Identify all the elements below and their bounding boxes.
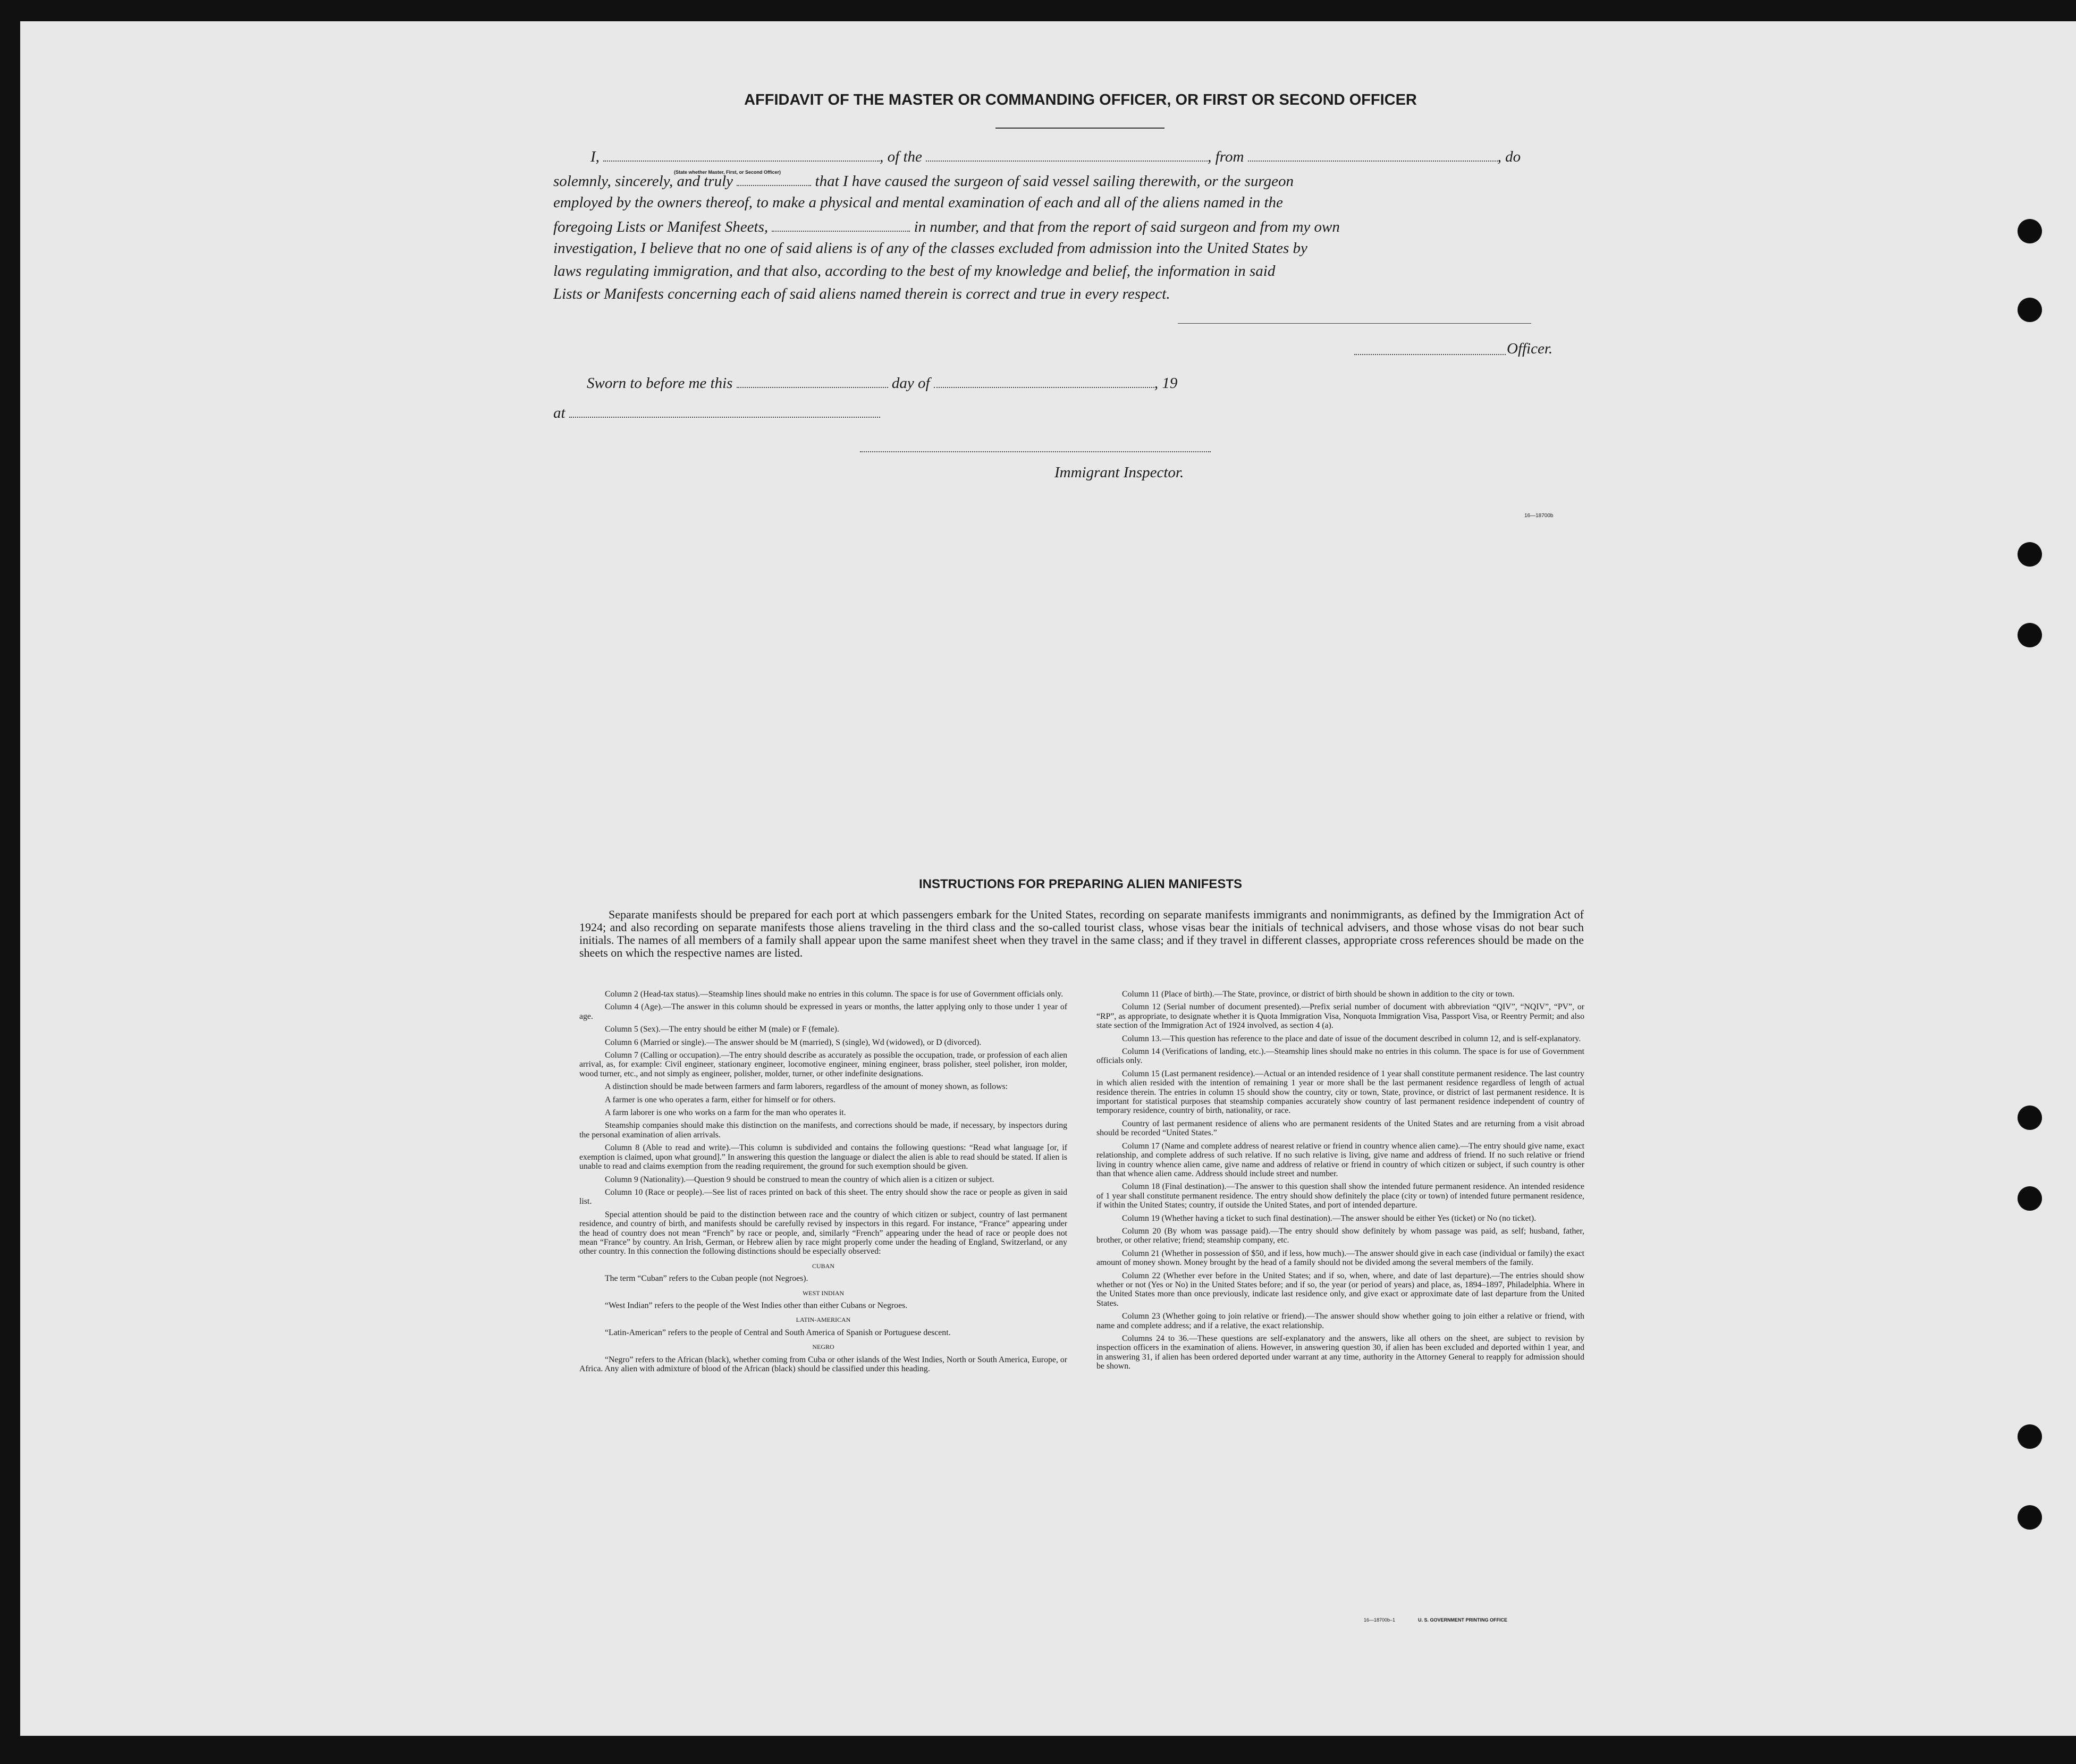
inspector-label: Immigrant Inspector.: [1054, 464, 1184, 481]
instruction-paragraph: Column 20 (By whom was passage paid).—The entry should show definitely by whom passage was paid, as self; husband, father, brother, or other relative; friend; steamship company, etc.: [1096, 1226, 1584, 1245]
instruction-paragraph: Steamship companies should make this distinction on the manifests, and corrections should be made, if necessary, by inspectors during the personal examination of alien arrivals.: [579, 1121, 1067, 1140]
instruction-paragraph: “Negro” refers to the African (black), whether coming from Cuba or other islands of the West Indies, North or South America, Europe, or Africa. Any alien with admixture of blood of the African (black) should be classified under this heading.: [579, 1355, 1067, 1373]
instruction-paragraph: The term “Cuban” refers to the Cuban people (not Negroes).: [605, 1274, 808, 1284]
at-line: [553, 403, 1590, 422]
line4-end: in number, and that from the report of said surgeon and from my own: [914, 218, 1340, 235]
instruction-paragraph: A distinction should be made between farmers and farm laborers, regardless of the amount of money shown, as follows:: [605, 1082, 1008, 1092]
officer-rank-blank[interactable]: [603, 147, 880, 162]
instruction-paragraph: “Latin-American” refers to the people of Central and South America of Spanish or Portuguese descent.: [605, 1328, 951, 1337]
sworn-label: Sworn to before me this: [587, 375, 733, 392]
instruction-paragraph: Column 5 (Sex).—The entry should be either M (male) or F (female).: [605, 1025, 839, 1034]
punch-hole: [2018, 1424, 2042, 1449]
from-label: , from: [1208, 148, 1244, 165]
officer-title-blank[interactable]: [1354, 354, 1506, 355]
instructions-right-column: [1096, 990, 1584, 1375]
sworn-manner-blank[interactable]: [737, 171, 811, 186]
alien-count-blank[interactable]: [772, 217, 910, 232]
sworn-day-blank[interactable]: [737, 373, 888, 388]
instructions-intro: Separate manifests should be prepared for each port at which passengers embark for the United States, recording on separate manifests immigrants and nonimmigrants, as defined by the Immigration Act of 1924; and also recording on separate manifests those aliens traveling in the third class and the so-called tourist class, whose visas bear the initials of technical advisers, and those whose visas do not bear such initials. The names of all members of a family shall appear upon the same manifest sheet when they travel in the same class; and if they travel in different classes, appropriate cross references should be made on the sheets on which the respective names are listed.: [579, 908, 1584, 959]
do-label: , do: [1497, 148, 1521, 165]
officer-label: Officer.: [1507, 340, 1553, 357]
affidavit-title: AFFIDAVIT OF THE MASTER OR COMMANDING OFFICER, OR FIRST OR SECOND OFFICER: [744, 91, 1417, 108]
instruction-paragraph: Column 18 (Final destination).—The answer to this question shall show the intended future permanent residence. An intended residence of 1 year shall constitute permanent residence. The entry should show definitely the place (city or town) of intended future permanent residence, if within the United States; country, if outside the United States, and port of intended departure.: [1096, 1182, 1584, 1210]
affidavit-line-2: [553, 171, 1590, 190]
instruction-paragraph: Column 13.—This question has reference to the place and date of issue of the document described in column 12, and is self-explanatory.: [1122, 1034, 1581, 1043]
instruction-paragraph: Column 22 (Whether ever before in the United States; and if so, when, where, and date of last departure).—The entries should show whether or not (Yes or No) in the United States before; and if so, the year (or period of years) and place, as, 1894–1897, Philadelphia. Where in the United States more than once previously, indicate last residence only, and give exact or approximate date of last departure from the United States.: [1096, 1271, 1584, 1308]
instruction-paragraph: Column 7 (Calling or occupation).—The entry should describe as accurately as possible the occupation, trade, or profession of each alien arrival, as, for example: Civil engineer, stationary engineer, locomotive engineer, mining engineer, brass polisher, steel polisher, iron molder, wood turner, etc., and not simply as engineer, polisher, molder, turner, or other indefinite designations.: [579, 1051, 1067, 1078]
of-the-label: , of the: [880, 148, 922, 165]
instruction-paragraph: Column 2 (Head-tax status).—Steamship lines should make no entries in this column. The space is for use of Government officials only.: [605, 990, 1064, 999]
affidavit-line-3: employed by the owners thereof, to make a physical and mental examination of each and all of the aliens named in the: [553, 194, 1283, 211]
subheading-negro: NEGRO: [812, 1343, 834, 1351]
instruction-paragraph: Column 23 (Whether going to join relative or friend).—The answer should show whether going to join either a relative or friend, with name and complete address; and if a relative, the exact relationship.: [1096, 1312, 1584, 1330]
sworn-line: [553, 373, 1590, 392]
instruction-paragraph: A farm laborer is one who works on a farm for the man who operates it.: [605, 1108, 846, 1118]
subheading-latin-american: LATIN-AMERICAN: [796, 1316, 851, 1324]
manifest-sheet: [20, 21, 2076, 1736]
sworn-month-blank[interactable]: [934, 373, 1154, 388]
footer-printer: U. S. GOVERNMENT PRINTING OFFICE: [1418, 1617, 1508, 1623]
subheading-west-indian: WEST INDIAN: [802, 1289, 845, 1297]
instruction-paragraph: Column 17 (Name and complete address of nearest relative or friend in country whence alien came).—The entry should give name, exact relationship, and complete address of such relative. If no such relative is living, give name and address of friend. If no such relative or friend living in country whence alien came, give name and address of relative or friend in country of which citizen or subject, if such country is other than that whence alien came. Address should include street and number.: [1096, 1141, 1584, 1178]
punch-hole: [2018, 1105, 2042, 1130]
affidavit-line-5: investigation, I believe that no one of said aliens is of any of the classes excluded from admission into the United States by: [553, 240, 1307, 257]
instruction-paragraph: Column 19 (Whether having a ticket to such final destination).—The answer should be either Yes (ticket) or No (no ticket).: [1122, 1213, 1537, 1223]
affidavit-line-4: [553, 217, 1590, 236]
instructions-title: INSTRUCTIONS FOR PREPARING ALIEN MANIFESTS: [918, 877, 1242, 891]
pronoun-label: I,: [590, 148, 600, 165]
instruction-paragraph: A farmer is one who operates a farm, either for himself or for others.: [605, 1095, 836, 1104]
affidavit-line-1: [553, 147, 1590, 166]
rank-note: (State whether Master, First, or Second Officer): [674, 170, 781, 175]
footer-form-number: 16—18700b–1: [1364, 1617, 1396, 1623]
affidavit-line-6: laws regulating immigration, and that also, according to the best of my knowledge and belief, the information in said: [553, 263, 1276, 280]
punch-hole: [2018, 219, 2042, 243]
instruction-paragraph: Column 4 (Age).—The answer in this column should be expressed in years or months, the latter applying only to those under 1 year of age.: [579, 1002, 1067, 1021]
line4-start: foregoing Lists or Manifest Sheets,: [553, 218, 769, 235]
instruction-paragraph: Column 15 (Last permanent residence).—Actual or an intended residence of 1 year shall constitute permanent residence. The last country in which alien resided with the intention of remaining 1 year or more shall be the last permanent residence regardless of length of actual residence therein. The entries in column 15 should show the country, city or town, State, province, or district of last permanent residence. It is important for statistical purposes that steamship companies accurately show country of last permanent residence independent of country of temporary residence, country of birth, nationality, or race.: [1096, 1069, 1584, 1116]
affidavit-line-7: Lists or Manifests concerning each of said aliens named therein is correct and true in every respect.: [553, 285, 1170, 302]
punch-hole: [2018, 623, 2042, 647]
instruction-paragraph: Column 9 (Nationality).—Question 9 should be construed to mean the country of which alien is a citizen or subject.: [605, 1175, 994, 1184]
instruction-paragraph: Column 12 (Serial number of document presented).—Prefix serial number of document with abbreviation “QIV”, “NQIV”, “PV”, or “RP”, as appropriate, to designate whether it is Quota Immigration Visa, Nonquota Immigration Visa, Passport Visa, or Reentry Permit; and also state section of the Immigration Act of 1924 involved, as section 4 (a).: [1096, 1002, 1584, 1031]
punch-hole: [2018, 1505, 2042, 1530]
instruction-paragraph: Column 14 (Verifications of landing, etc.).—Steamship lines should make no entries in this column. The space is for use of Government officials only.: [1096, 1047, 1584, 1066]
officer-signature-line[interactable]: [1178, 323, 1531, 324]
at-label: at: [553, 404, 566, 421]
instruction-paragraph: Column 11 (Place of birth).—The State, province, or district of birth should be shown in addition to the city or town.: [1122, 990, 1515, 999]
instruction-paragraph: “West Indian” refers to the people of the West Indies other than either Cubans or Negroes.: [605, 1301, 908, 1310]
instructions-left-column: [579, 990, 1067, 1377]
vessel-name-blank[interactable]: [926, 147, 1208, 162]
line2-start: solemnly, sincerely, and truly: [553, 173, 733, 190]
year-label: , 19: [1154, 375, 1178, 392]
instruction-paragraph: Special attention should be paid to the distinction between race and the country of which citizen or subject, country of last permanent residence, and country of birth, and manifests should be carefully revised by inspectors in this regard. For instance, “France” appearing under the head of country does not mean “French” by race or people, and, similarly “French” appearing under the head of race or people does not mean “France” by country. An Irish, German, or Hebrew alien by race might properly come under the heading of England, Switzerland, or any other country. In this connection the following distinctions should be especially observed:: [579, 1210, 1067, 1256]
form-number-top: 16—18700b: [1524, 513, 1554, 519]
sworn-place-blank[interactable]: [569, 403, 880, 418]
instruction-paragraph: Column 8 (Able to read and write).—This column is subdivided and contains the following questions: “Read what language [or, if exemption is claimed, upon what ground].” In answering this question the language or dialect the alien is able to read should be stated. If alien is unable to read and claims exemption from the reading requirement, the ground for such exemption should be given.: [579, 1143, 1067, 1171]
line2-end: that I have caused the surgeon of said vessel sailing therewith, or the surgeon: [815, 173, 1294, 190]
instruction-paragraph: Column 10 (Race or people).—See list of races printed on back of this sheet. The entry should show the race or people as given in said list.: [579, 1187, 1067, 1206]
instruction-paragraph: Column 6 (Married or single).—The answer should be M (married), S (single), Wd (widowed), or D (divorced).: [605, 1037, 982, 1047]
port-from-blank[interactable]: [1248, 147, 1498, 162]
instruction-paragraph: Columns 24 to 36.—These questions are self-explanatory and the answers, like all others on the sheet, are subject to revision by inspection officers in the examination of aliens. However, in answering question 30, if alien has been excluded and deported within 1 year, and in answering 31, if alien has been ordered deported under warrant at any time, authority in the Attorney General to reapply for admission should be shown.: [1096, 1334, 1584, 1371]
title-rule: [995, 128, 1164, 129]
instruction-paragraph: Column 21 (Whether in possession of $50, and if less, how much).—The answer should give in each case (individual or family) the exact amount of money shown. Money brought by the head of a family should not be divided among the several members of the family.: [1096, 1248, 1584, 1268]
punch-hole: [2018, 542, 2042, 567]
subheading-cuban: CUBAN: [812, 1262, 834, 1270]
inspector-signature-line[interactable]: [860, 451, 1211, 452]
punch-hole: [2018, 298, 2042, 322]
punch-hole: [2018, 1186, 2042, 1211]
day-of-label: day of: [891, 375, 930, 392]
instruction-paragraph: Country of last permanent residence of aliens who are permanent residents of the United States and are returning from a visit abroad should be recorded “United States.”: [1096, 1119, 1584, 1138]
